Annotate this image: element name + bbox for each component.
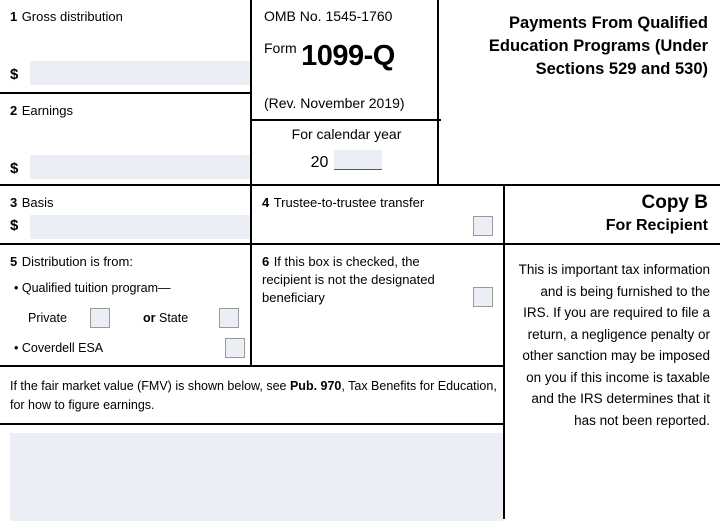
page-title: Payments From Qualified Education Programs (Under Sections 529 and 530) bbox=[488, 14, 708, 78]
box-5-or-label: or bbox=[143, 311, 156, 325]
box-2-currency-symbol: $ bbox=[10, 160, 19, 177]
box-2-header bbox=[10, 102, 73, 120]
form-identity-block bbox=[250, 0, 439, 184]
box-5-option-qualified-tuition: • Qualified tuition program— bbox=[14, 281, 171, 295]
box-4-number: 4 bbox=[262, 195, 270, 210]
box-2-input[interactable] bbox=[30, 155, 250, 179]
box-4-header bbox=[262, 194, 462, 212]
box-3-label: Basis bbox=[21, 195, 54, 210]
fmv-note-text bbox=[10, 377, 500, 415]
box-3-currency-symbol: $ bbox=[10, 217, 19, 234]
box-2-number: 2 bbox=[10, 103, 18, 118]
box-4-label: Trustee-to-trustee transfer bbox=[273, 195, 425, 210]
box-3-number: 3 bbox=[10, 195, 18, 210]
fmv-note-text-before: If the fair market value (FMV) is shown below, see bbox=[10, 379, 290, 393]
box-1-header bbox=[10, 8, 123, 26]
box-1-currency-symbol: $ bbox=[10, 66, 19, 83]
box-5-or-state-label bbox=[143, 311, 188, 325]
box-3-header bbox=[10, 194, 53, 212]
box-4-checkbox[interactable] bbox=[473, 216, 493, 236]
copy-label: Copy B bbox=[641, 192, 708, 213]
year-input[interactable] bbox=[334, 150, 382, 170]
fmv-note-text-after: , Tax Benefits for Education, for how to figure earnings. bbox=[10, 379, 497, 412]
box-5-number: 5 bbox=[10, 254, 18, 269]
box-1-number: 1 bbox=[10, 9, 18, 24]
year-prefix: 20 bbox=[310, 154, 329, 171]
calendar-year-label: For calendar year bbox=[291, 126, 402, 142]
recipient-notice-block bbox=[503, 243, 720, 519]
box-2-earnings bbox=[0, 92, 250, 184]
box-1-gross-distribution bbox=[0, 0, 250, 92]
box-5-state-label: State bbox=[158, 311, 189, 325]
box-2-label: Earnings bbox=[21, 103, 73, 118]
box-5-label: Distribution is from: bbox=[21, 254, 133, 269]
omb-number: OMB No. 1545-1760 bbox=[264, 8, 393, 24]
fmv-note-publication: Pub. 970 bbox=[289, 379, 342, 393]
calendar-year-divider bbox=[252, 119, 441, 121]
box-5-coverdell-checkbox[interactable] bbox=[225, 338, 245, 358]
box-1-label: Gross distribution bbox=[21, 9, 123, 24]
form-number-line bbox=[264, 40, 395, 73]
box-5-option-coverdell: • Coverdell ESA bbox=[14, 341, 104, 355]
box-1-input[interactable] bbox=[30, 61, 250, 85]
box-5-state-checkbox[interactable] bbox=[219, 308, 239, 328]
fmv-entry-block bbox=[0, 423, 503, 519]
box-3-basis bbox=[0, 184, 250, 243]
form-number: 1099-Q bbox=[301, 40, 395, 72]
box-5-private-checkbox[interactable] bbox=[90, 308, 110, 328]
fmv-note bbox=[0, 365, 503, 423]
form-title-block bbox=[439, 0, 720, 184]
copy-recipient-label: For Recipient bbox=[605, 217, 708, 234]
box-5-distribution-is-from bbox=[0, 243, 250, 365]
form-revision-date: (Rev. November 2019) bbox=[264, 95, 405, 111]
form-word: Form bbox=[264, 40, 297, 56]
box-6-not-designated-beneficiary bbox=[250, 243, 503, 365]
copy-designation-block bbox=[503, 184, 720, 243]
recipient-notice-text: This is important tax information and is being furnished to the IRS. If you are required to file a return, a negligence penalty or other sanction may be imposed on you if this income is taxable and the IRS determines that it has not been reported. bbox=[518, 262, 710, 428]
box-6-checkbox[interactable] bbox=[473, 287, 493, 307]
box-6-header bbox=[262, 253, 472, 307]
box-6-number: 6 bbox=[262, 254, 270, 269]
fmv-input[interactable] bbox=[10, 433, 503, 521]
calendar-year-row bbox=[252, 150, 441, 172]
box-6-label: If this box is checked, the recipient is not the designated beneficiary bbox=[262, 254, 435, 305]
box-4-trustee-to-trustee-transfer bbox=[250, 184, 503, 243]
box-5-private-label: Private bbox=[28, 311, 67, 325]
box-3-input[interactable] bbox=[30, 215, 250, 239]
box-5-header bbox=[10, 253, 133, 271]
